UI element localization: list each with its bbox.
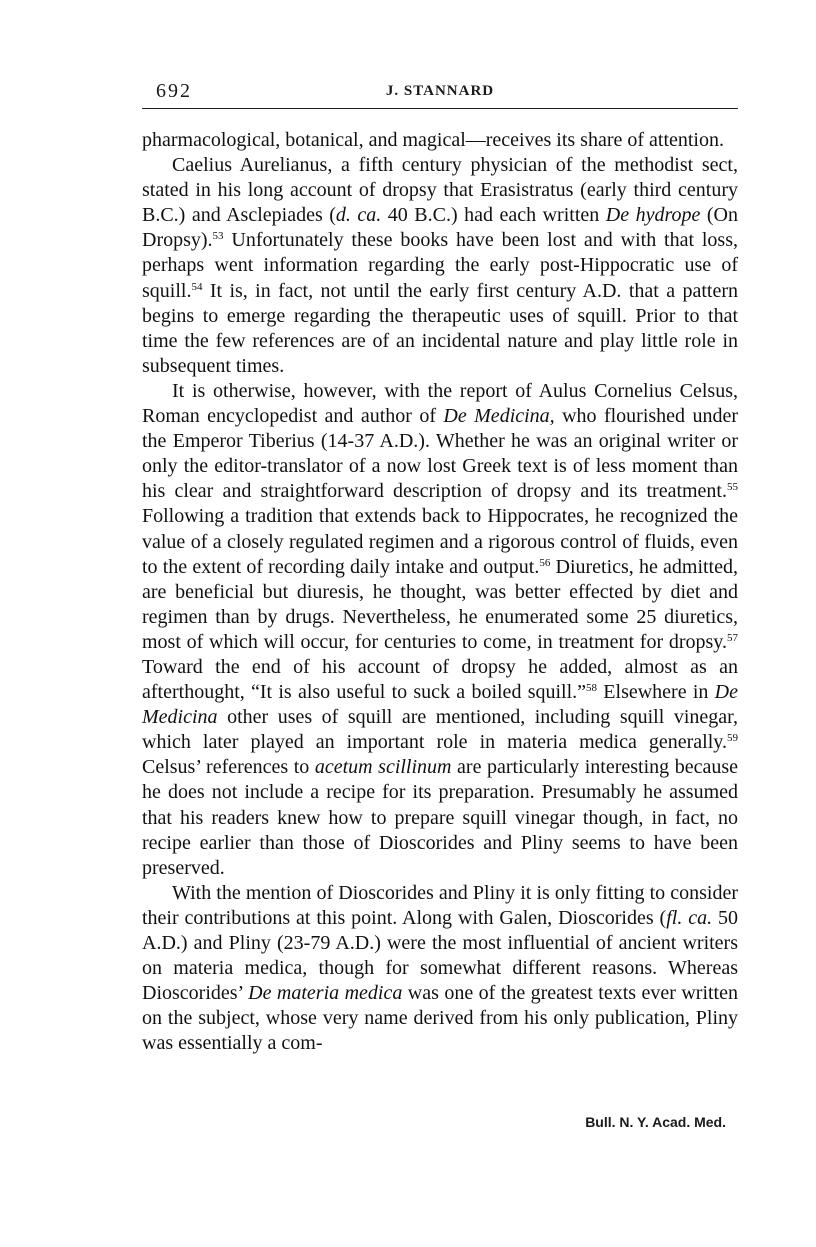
italic-text: acetum scillinum	[314, 756, 452, 779]
page-header	[142, 80, 738, 106]
text-run: With the mention of Dioscorides and Pliny it is only fitting to consider their contributions at this point. Along with Galen, Dioscorides (	[142, 881, 738, 929]
text-run: It is, in fact, not until the early first century A.D. that a pattern begins to emerge regarding the therapeutic uses of squill. Prior to that time the few references are of an incidental nature and play little role in subsequent times.	[142, 279, 738, 377]
italic-text: De Medicina	[142, 681, 738, 729]
body-text	[142, 128, 738, 1056]
italic-text: De materia medica	[248, 982, 403, 1005]
text-run: other uses of squill are mentioned, including squill vinegar, which later played an important role in materia medica generally.	[142, 706, 738, 754]
italic-text: d. ca.	[335, 204, 382, 227]
text-run: Diuretics, he admitted, are beneficial but diuresis, he thought, was better effected by diet and regimen than by drugs. Nevertheless, he enumerated some 25 diuretics, most of which will occur, for centuries to come, in treatment for dropsy.	[142, 555, 738, 653]
footnote-ref: 59	[727, 732, 738, 745]
text-run: (On Dropsy).	[142, 204, 738, 252]
text-run: Celsus’ references to	[142, 756, 315, 779]
text-run: 40 B.C.) had each written	[381, 204, 606, 227]
text-run: was one of the greatest texts ever written on the subject, whose very name derived from his only publication, Pliny was essentially a com-	[142, 982, 738, 1055]
page-number: 692	[156, 80, 192, 102]
text-run: pharmacological, botanical, and magical—receives its share of attention.	[142, 129, 724, 151]
text-run: Elsewhere in	[597, 681, 715, 704]
text-run: It is otherwise, however, with the report of Aulus Cornelius Celsus, Roman encyclopedist and author of	[142, 379, 738, 428]
text-run: Toward the end of his account of dropsy he added, almost as an afterthought, “It is also useful to suck a boiled squill.”	[142, 655, 738, 704]
text-run: 50 A.D.) and Pliny (23-79 A.D.) were the most influential of ancient writers on materia medica, though for somewhat different reasons. Whereas Dioscorides’	[142, 906, 739, 1005]
footnote-ref: 55	[727, 481, 738, 494]
journal-footer: Bull. N. Y. Acad. Med.	[585, 1114, 726, 1130]
paragraph	[142, 153, 738, 379]
text-run: Unfortunately these books have been lost and with that loss, perhaps went information regarding the early post-Hippocratic use of squill.	[142, 229, 738, 302]
italic-text: De hydrope	[605, 204, 701, 227]
running-head: J. STANNARD	[385, 83, 495, 99]
text-run: who flourished under the Emperor Tiberius (14-37 A.D.). Whether he was an original writer or only the editor-translator of a now lost Greek text is of less moment than his clear and straightforward description of dropsy and its treatment.	[142, 405, 738, 503]
italic-text: fl. ca.	[666, 906, 713, 929]
paragraph	[142, 379, 738, 881]
footnote-ref: 54	[191, 280, 203, 293]
footnote-ref: 57	[727, 631, 738, 644]
text-run: are particularly interesting because he does not include a recipe for its preparation. Presumably he assumed that his readers knew how to prepare squill vinegar though, in fact, no recipe earlier than those of Dioscorides and Pliny seems to have been preserved.	[142, 756, 738, 879]
header-rule	[142, 108, 738, 109]
footnote-ref: 53	[212, 230, 224, 243]
text-run: Caelius Aurelianus, a fifth century physician of the methodist sect, stated in his long account of dropsy that Erasistratus (early third century B.C.) and Asclepiades (	[142, 154, 738, 227]
footnote-ref: 56	[539, 556, 551, 569]
text-run: Following a tradition that extends back to Hippocrates, he recognized the value of a closely regulated regimen and a rigorous control of fluids, even to the extent of recording daily intake and output.	[142, 505, 738, 578]
paragraph	[142, 128, 738, 153]
paragraph	[142, 881, 738, 1057]
footnote-ref: 58	[586, 682, 598, 695]
italic-text: De Medicina,	[443, 405, 555, 428]
